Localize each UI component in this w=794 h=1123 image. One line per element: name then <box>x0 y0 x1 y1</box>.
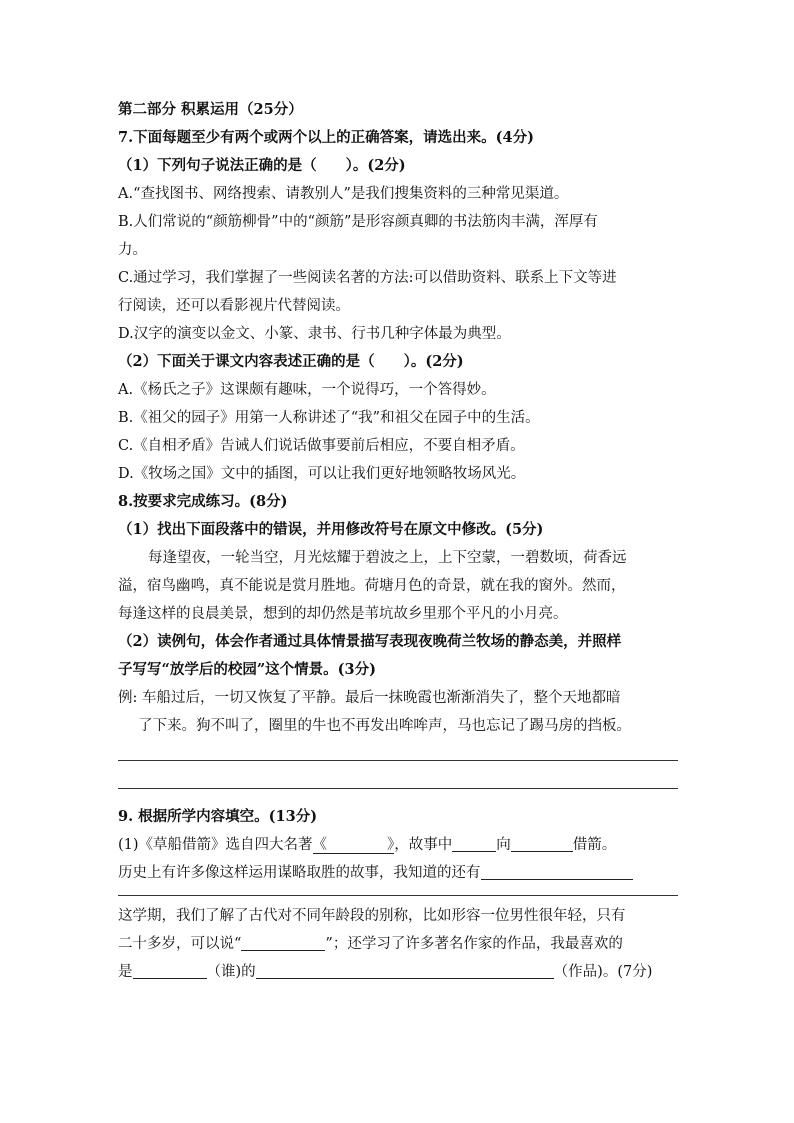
q9-line5 <box>118 958 678 986</box>
q9-line2 <box>118 859 678 887</box>
strategy-story-blank[interactable] <box>481 861 633 880</box>
q8-2-example-line2: 了下来。狗不叫了，圈里的牛也不再发出哞哞声，马也忘记了踢马房的挡板。 <box>138 718 631 734</box>
book-title-close-bracket: 》 <box>387 837 395 853</box>
character-blank-1[interactable] <box>452 833 496 852</box>
age-term-blank[interactable] <box>241 932 325 951</box>
question-8-2-title-line1: （2）读例句，体会作者通过具体情景描写表现夜晚荷兰牧场的静态美，并照样 <box>118 633 622 650</box>
q8-1-paragraph-line1: 每逢望夜，一轮当空，月光炫耀于碧波之上，上下空蒙，一碧数顷，荷香远 <box>148 550 627 566</box>
q7-1-option-b-line2: 力。 <box>118 242 147 258</box>
question-8-title: 8.按要求完成练习。(8分) <box>118 493 288 510</box>
book-title-open-bracket: 《 <box>312 837 328 853</box>
question-7-2-title: （2）下面关于课文内容表述正确的是（ ）。(2分) <box>118 353 464 370</box>
question-9-title: 9. 根据所学内容填空。(13分) <box>118 808 318 825</box>
question-7-1-title: （1）下列句子说法正确的是（ ）。(2分) <box>118 157 406 174</box>
work-title-blank[interactable] <box>256 960 554 979</box>
question-8-1-title: （1）找出下面段落中的错误，并用修改符号在原文中修改。(5分) <box>118 521 544 538</box>
q7-2-option-a: A.《杨氏之子》这课颇有趣味，一个说得巧，一个答得妙。 <box>118 382 496 398</box>
q7-1-option-c-line2: 行阅读，还可以看影视片代替阅读。 <box>118 298 350 314</box>
q9-line1-text-b: ，故事中 <box>394 837 453 853</box>
book-title-blank[interactable] <box>313 837 395 854</box>
q8-1-paragraph-line2: 溢，宿鸟幽鸣，真不能说是赏月胜地。荷塘月色的奇景，就在我的窗外。然而， <box>118 578 626 594</box>
q8-2-example-line1: 例: 车船过后，一切又恢复了平静。最后一抹晚霞也渐渐消失了，整个天地都暗 <box>118 690 621 706</box>
q9-line1-text-a: (1)《草船借箭》选自四大名著 <box>118 837 313 853</box>
q9-line1-text-d: 借箭。 <box>572 837 617 853</box>
q9-line1-text-c: 向 <box>496 837 511 853</box>
part-title: 第二部分 积累运用（25分） <box>118 101 303 118</box>
q7-1-option-a: A.“查找图书、网络搜索、请教别人”是我们搜集资料的三种常见渠道。 <box>118 186 569 202</box>
q9-line5-text-c: （作品)。(7分) <box>553 964 653 980</box>
q9-line3: 这学期，我们了解了古代对不同年龄段的别称，比如形容一位男性很年轻，只有 <box>118 908 626 924</box>
q7-1-option-b-line1: B.人们常说的“颜筋柳骨”中的“颜筋”是形容颜真卿的书法筋肉丰满，浑厚有 <box>118 214 598 230</box>
question-8-2-title-line2: 子写写“放学后的校园”这个情景。(3分) <box>118 661 376 678</box>
worksheet-page <box>118 96 678 986</box>
q9-line2-text: 历史上有许多像这样运用谋略取胜的故事，我知道的还有 <box>118 865 481 881</box>
character-blank-2[interactable] <box>511 833 573 852</box>
q7-2-option-b: B.《祖父的园子》用第一人称讲述了“我”和祖父在园子中的生活。 <box>118 410 540 426</box>
q7-1-option-d: D.汉字的演变以金文、小篆、隶书、行书几种字体最为典型。 <box>118 326 511 342</box>
q9-line1 <box>118 831 678 859</box>
question-7-title: 7.下面每题至少有两个或两个以上的正确答案，请选出来。(4分) <box>118 129 534 146</box>
q9-line5-text-b: （谁)的 <box>206 964 256 980</box>
q9-line5-text-a: 是 <box>118 964 133 980</box>
author-blank[interactable] <box>133 960 207 979</box>
q9-line4 <box>118 930 678 958</box>
q9-line4-text-b: ”；还学习了许多著名作家的作品，我最喜欢的 <box>325 936 623 952</box>
q9-line4-text-a: 二十多岁，可以说“ <box>118 936 242 952</box>
q8-1-paragraph-line3: 每逢这样的良晨美景，想到的却仍然是苇坑故乡里那个平凡的小月亮。 <box>118 606 568 622</box>
q7-1-option-c-line1: C.通过学习，我们掌握了一些阅读名著的方法:可以借助资料、联系上下文等进 <box>118 270 617 286</box>
q7-2-option-c: C.《自相矛盾》告诫人们说话做事要前后相应，不要自相矛盾。 <box>118 438 525 454</box>
q7-2-option-d: D.《牧场之国》文中的插图，可以让我们更好地领略牧场风光。 <box>118 466 526 482</box>
